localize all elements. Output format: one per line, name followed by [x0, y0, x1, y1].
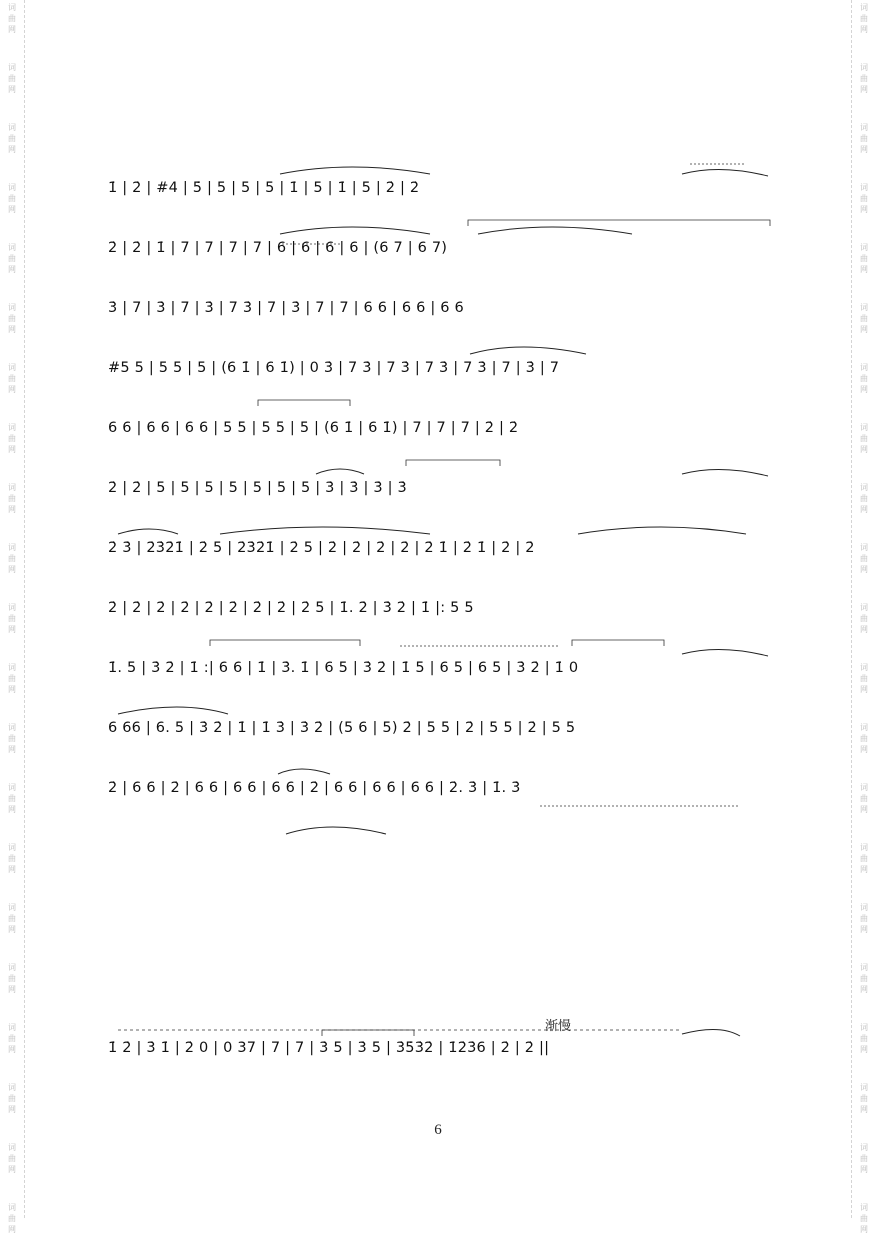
harmonic-bracket — [210, 640, 360, 646]
score-row-notes: 6 66 | 6. 5 | 3̇ 2̇ | 1̇ | 1̇ 3̇ | 3̇ 2̇ | (5 6 | 5) 2̇ | 5 5 | 2̇ | 5 5 | 2̇ | 5 5 — [108, 720, 576, 736]
slur — [278, 769, 330, 774]
watermark-text: 词 曲 网 — [860, 543, 868, 574]
watermark-text: 词 曲 网 — [8, 123, 16, 154]
score-row-notes: 1̇ | 2̇ | #4 | 5̇ | 5 | 5 | 5 | 1̇ | 5 | 1̇ | 5 | 2̇ | 2̇ — [108, 180, 420, 196]
watermark-text: 词 曲 网 — [8, 483, 16, 514]
watermark-text: 词 曲 网 — [860, 663, 868, 694]
slur — [682, 1029, 740, 1036]
watermark-text: 词 曲 网 — [860, 123, 868, 154]
slur — [286, 827, 386, 834]
score-row-notes: 2̇ | 2̇ | 2̇ | 2̇ | 2̇ | 2̇ | 2̇ | 2̇ | 2̇ 5 | 1̇. 2̇ | 3̇ 2̇ | 1̇ |: 5 5 — [108, 600, 474, 616]
watermark-text: 词 曲 网 — [8, 183, 16, 214]
watermark-text: 词 曲 网 — [860, 183, 868, 214]
slur — [682, 469, 768, 476]
watermark-text: 词 曲 网 — [8, 363, 16, 394]
score-row-notes: #5 5 | 5 5 | 5 | (6 1̇ | 6 1̇) | 0 3̇ | 7 3̇ | 7 3̇ | 7 3̇ | 7 3̇ | 7 | 3̇ | 7 — [108, 360, 560, 376]
watermark-text: 词 曲 网 — [8, 303, 16, 334]
watermark-text: 词 曲 网 — [8, 243, 16, 274]
score-row-notes: 2̇ | 6 6 | 2̇ | 6 6 | 6 6 | 6 6 | 2̇ | 6 6 | 6 6 | 6 6 | 2̇. 3̇ | 1̇. 3̇ — [108, 780, 521, 796]
watermark-text: 词 曲 网 — [860, 1023, 868, 1054]
slur — [578, 527, 746, 534]
watermark-text: 词 曲 网 — [8, 543, 16, 574]
watermark-text: 词 曲 网 — [8, 603, 16, 634]
harmonic-bracket — [572, 640, 664, 646]
watermark-text: 词 曲 网 — [860, 1203, 868, 1234]
watermark-text: 词 曲 网 — [860, 783, 868, 814]
watermark-text: 词 曲 网 — [860, 363, 868, 394]
slur — [316, 469, 364, 474]
score-row-notes: 3̇ | 7 | 3̇ | 7 | 3̇ | 7 3̇ | 7 | 3̇ | 7 | 7 | 6 6 | 6 6 | 6 6 — [108, 300, 464, 316]
score-row-notes: 2̇ 3̇ | 2̇3̇2̇1̇ | 2̇ 5 | 2̇3̇2̇1̇ | 2̇ 5 | 2̇ | 2̇ | 2̇ | 2̇ | 2̇ 1̇ | 2̇ 1̇ | 2̇ | 2̇ — [108, 540, 535, 556]
watermark-text: 词 曲 网 — [860, 3, 868, 34]
watermark-text: 词 曲 网 — [8, 783, 16, 814]
slur — [118, 707, 228, 714]
watermark-text: 词 曲 网 — [8, 963, 16, 994]
slur — [478, 227, 632, 234]
watermark-text: 词 曲 网 — [860, 303, 868, 334]
watermark-text: 词 曲 网 — [860, 423, 868, 454]
watermark-text: 词 曲 网 — [8, 1023, 16, 1054]
score-row-notes: 1̇. 5 | 3̇ 2̇ | 1̇ :| 6 6 | 1̇ | 3̇. 1̇ | 6 5 | 3̇ 2̇ | 1̇ 5 | 6 5 | 6 5 | 3̇ 2̇ | 1̇ 0 — [108, 660, 579, 676]
watermark-text: 词 曲 网 — [8, 723, 16, 754]
slur — [682, 169, 768, 176]
slur — [280, 227, 430, 234]
watermark-text: 词 曲 网 — [8, 1083, 16, 1114]
slur — [118, 529, 178, 534]
watermark-text: 词 曲 网 — [860, 603, 868, 634]
harmonic-bracket — [322, 1030, 414, 1036]
watermark-text: 词 曲 网 — [8, 423, 16, 454]
watermark-text: 词 曲 网 — [860, 1083, 868, 1114]
harmonic-bracket — [468, 220, 770, 226]
watermark-text: 词 曲 网 — [8, 3, 16, 34]
watermark-text: 词 曲 网 — [8, 1143, 16, 1174]
page-number: 6 — [434, 1122, 442, 1138]
slur — [220, 527, 430, 534]
watermark-text: 词 曲 网 — [860, 243, 868, 274]
score-row-notes: 2̇ | 2̇ | 5 | 5 | 5 | 5 | 5 | 5 | 5 | 3̇ | 3̇ | 3̇ | 3̇ — [108, 480, 407, 496]
watermark-text: 词 曲 网 — [8, 1203, 16, 1234]
harmonic-bracket — [406, 460, 500, 466]
watermark-text: 词 曲 网 — [860, 483, 868, 514]
slur — [280, 167, 430, 174]
watermark-text: 词 曲 网 — [8, 63, 16, 94]
watermark-text: 词 曲 网 — [860, 963, 868, 994]
watermark-text: 词 曲 网 — [8, 663, 16, 694]
harmonic-bracket — [258, 400, 350, 406]
watermark-text: 词 曲 网 — [860, 1143, 868, 1174]
slur — [682, 649, 768, 656]
score-row-notes: 1̇ 2̇ | 3̇ 1̇ | 2̇ 0 | 0 37 | 7 | 7 | 3̇ 5 | 3̇ 5 | 3̇5̇3̇2̇ | 1̇2̇3̇6 | 2̇ | 2̇ || — [108, 1040, 550, 1056]
tempo-marking: 渐慢 — [545, 1019, 572, 1034]
score-row-notes: 2̇ | 2̇ | 1̇ | 7 | 7 | 7 | 7 | 6 | 6 | 6 | 6 | (6 7 | 6 7) — [108, 240, 448, 256]
watermark-text: 词 曲 网 — [860, 63, 868, 94]
slur — [470, 347, 586, 354]
watermark-text: 词 曲 网 — [8, 843, 16, 874]
watermark-text: 词 曲 网 — [860, 723, 868, 754]
score-row-notes: 6 6 | 6 6 | 6 6 | 5 5 | 5 5 | 5 | (6 1̇ | 6 1̇) | 7 | 7 | 7 | 2̇ | 2̇ — [108, 420, 519, 436]
watermark-text: 词 曲 网 — [860, 903, 868, 934]
watermark-text: 词 曲 网 — [860, 843, 868, 874]
watermark-text: 词 曲 网 — [8, 903, 16, 934]
